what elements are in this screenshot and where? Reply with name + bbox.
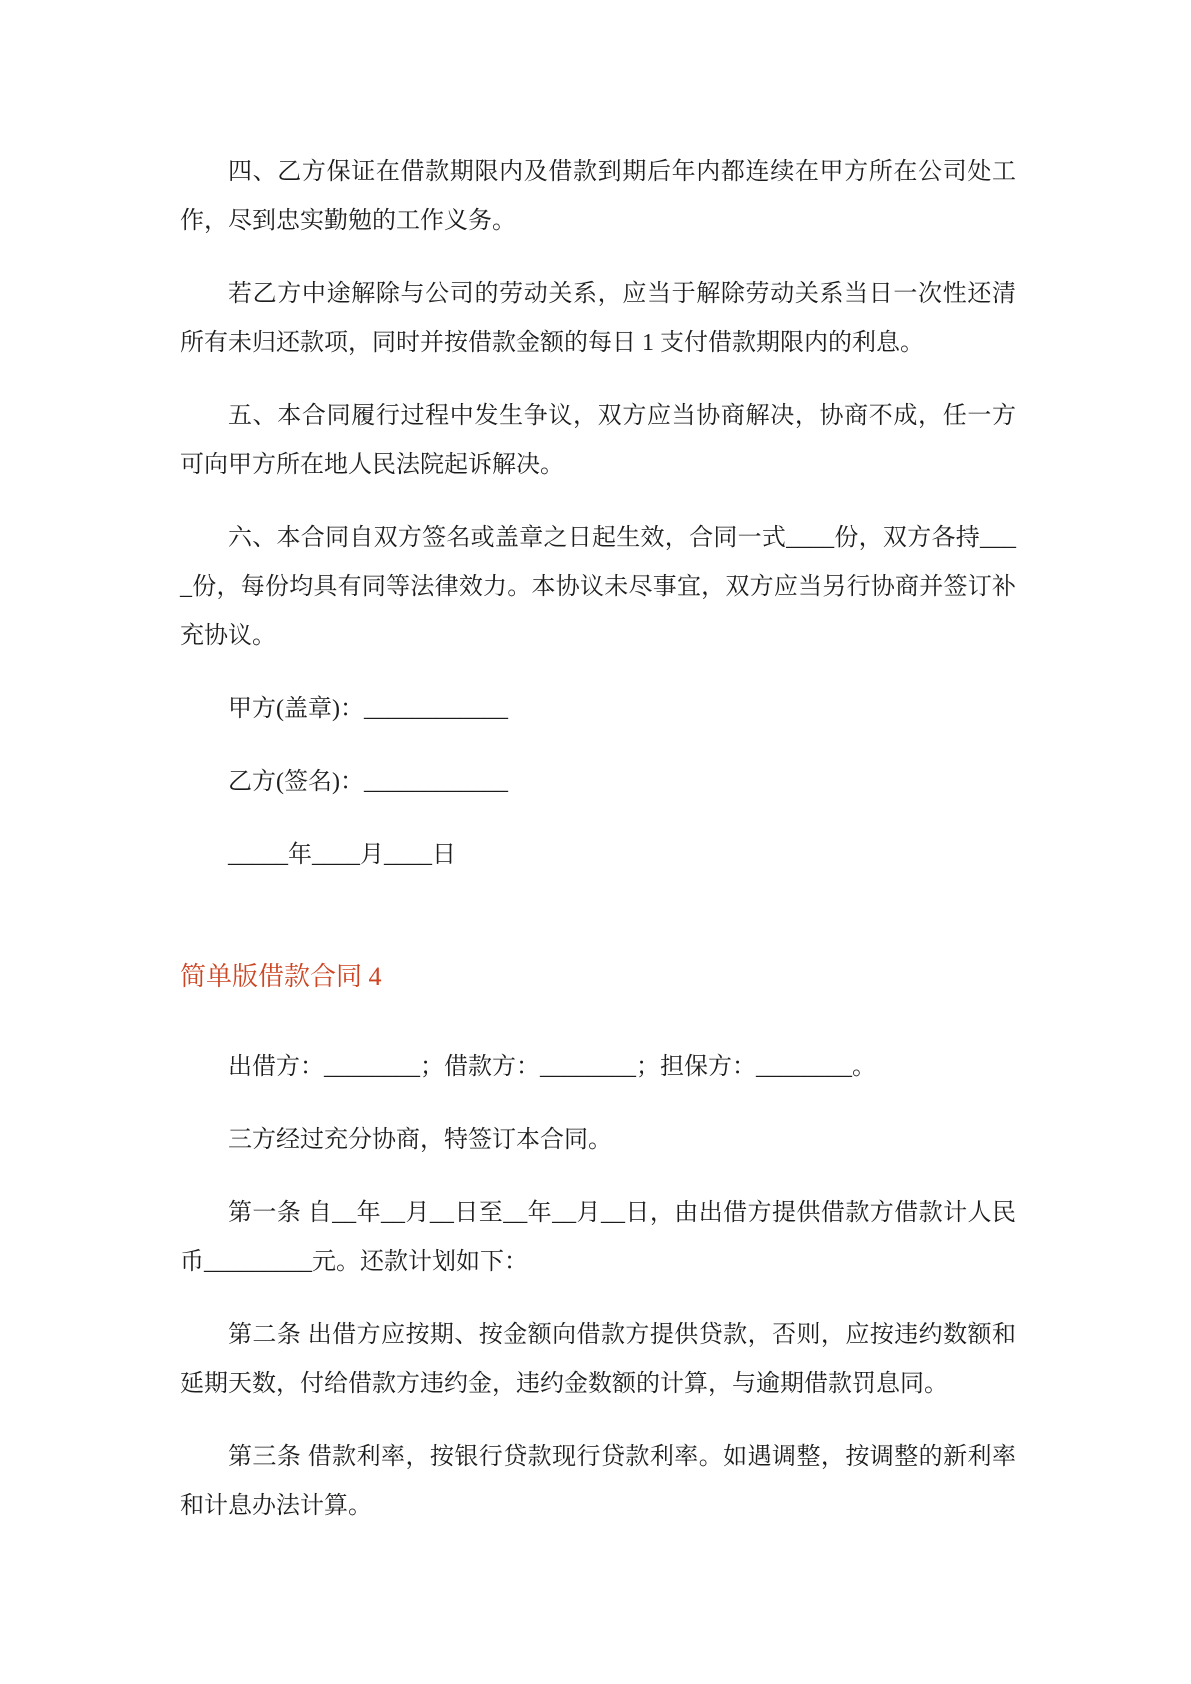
article-3-paragraph: 第三条 借款利率，按银行贷款现行贷款利率。如遇调整，按调整的新利率和计息办法计算。 bbox=[180, 1444, 1016, 1519]
party-b-signature-line: 乙方(签名)：____________ bbox=[228, 769, 508, 795]
article-2-paragraph: 第二条 出借方应按期、按金额向借款方提供贷款，否则，应按违约数额和延期天数，付给借款方违约金，违约金数额的计算，与逾期借款罚息同。 bbox=[180, 1322, 1016, 1397]
contract-date-line: _____年____月____日 bbox=[228, 842, 456, 868]
article-1-paragraph: 第一条 自__年__月__日至__年__月__日，由出借方提供借款方借款计人民币_________元。还款计划如下： bbox=[180, 1200, 1016, 1275]
clause-5-paragraph: 五、本合同履行过程中发生争议，双方应当协商解决，协商不成，任一方可向甲方所在地人民法院起诉解决。 bbox=[180, 403, 1016, 478]
parties-line: 出借方：________；借款方：________；担保方：________。 bbox=[228, 1054, 876, 1080]
preamble-paragraph: 三方经过充分协商，特签订本合同。 bbox=[228, 1127, 612, 1153]
section-heading: 简单版借款合同 4 bbox=[180, 962, 382, 991]
party-a-signature-line: 甲方(盖章)：____________ bbox=[228, 696, 508, 722]
clause-6-paragraph: 六、本合同自双方签名或盖章之日起生效，合同一式____份，双方各持____份，每份均具有同等法律效力。本协议未尽事宜，双方应当另行协商并签订补充协议。 bbox=[180, 525, 1016, 649]
clause-4-note-paragraph: 若乙方中途解除与公司的劳动关系，应当于解除劳动关系当日一次性还清所有未归还款项，同时并按借款金额的每日 1 支付借款期限内的利息。 bbox=[180, 281, 1016, 356]
clause-4-paragraph: 四、乙方保证在借款期限内及借款到期后年内都连续在甲方所在公司处工作，尽到忠实勤勉的工作义务。 bbox=[180, 159, 1016, 234]
